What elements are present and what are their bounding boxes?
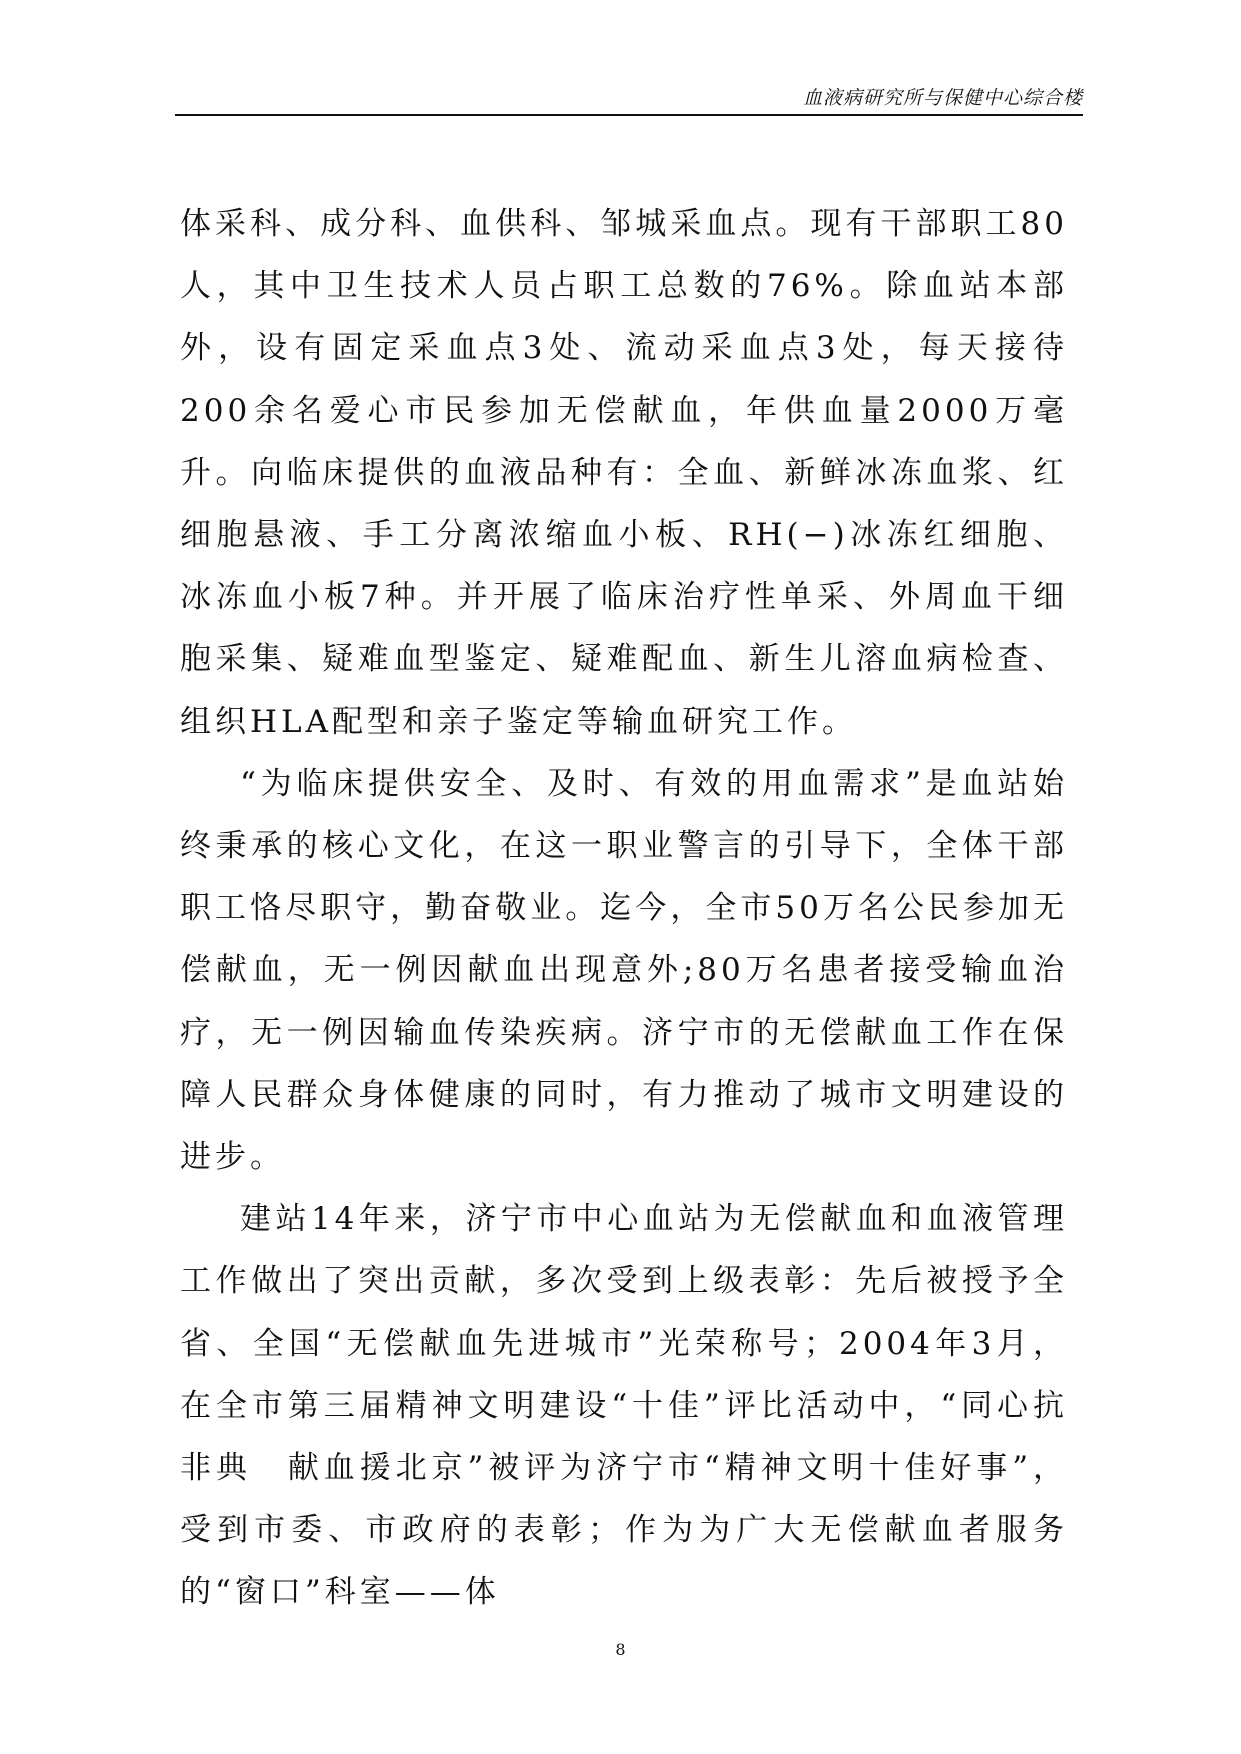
paragraph-core-culture: “为临床提供安全、及时、有效的用血需求”是血站始终秉承的核心文化，在这一职业警言的引导下，全体干部职工恪尽职守，勤奋敬业。迄今，全市50万名公民参加无偿献血，无一例因献血出现意外;80万名患者接受输血治疗，无一例因输血传染疾病。济宁市的无偿献血工作在保障人民群众身体健康的同时，有力推动了城市文明建设的进步。 (180, 765, 1068, 1176)
page-number: 8 (615, 1640, 626, 1659)
header-title: 血液病研究所与保健中心综合楼 (802, 87, 1083, 109)
paragraph-honors: 建站14年来，济宁市中心血站为无偿献血和血液管理工作做出了突出贡献，多次受到上级表彰：先后被授予全省、全国“无偿献血先进城市”光荣称号；2004年3月，在全市第三届精神文明建设“十佳”评比活动中，“同心抗非典 献血援北京”被评为济宁市“精神文明十佳好事”，受到市委、市政府的表彰；作为为广大无偿献血者服务的“窗口”科室——体 (180, 1201, 1068, 1611)
paragraph-departments: 体采科、成分科、血供科、邹城采血点。现有干部职工80人，其中卫生技术人员占职工总数的76%。除血站本部外，设有固定采血点3处、流动采血点3处，每天接待200余名爱心市民参加无偿献血，年供血量2000万毫升。向临床提供的血液品种有：全血、新鲜冰冻血浆、红细胞悬液、手工分离浓缩血小板、RH(−)冰冻红细胞、冰冻血小板7种。并开展了临床治疗性单采、外周血干细胞采集、疑难血型鉴定、疑难配血、新生儿溶血病检查、组织HLA配型和亲子鉴定等输血研究工作。 (180, 206, 1068, 740)
body-text (180, 193, 1068, 1624)
page-header (175, 86, 1083, 116)
header-divider (175, 114, 1083, 116)
